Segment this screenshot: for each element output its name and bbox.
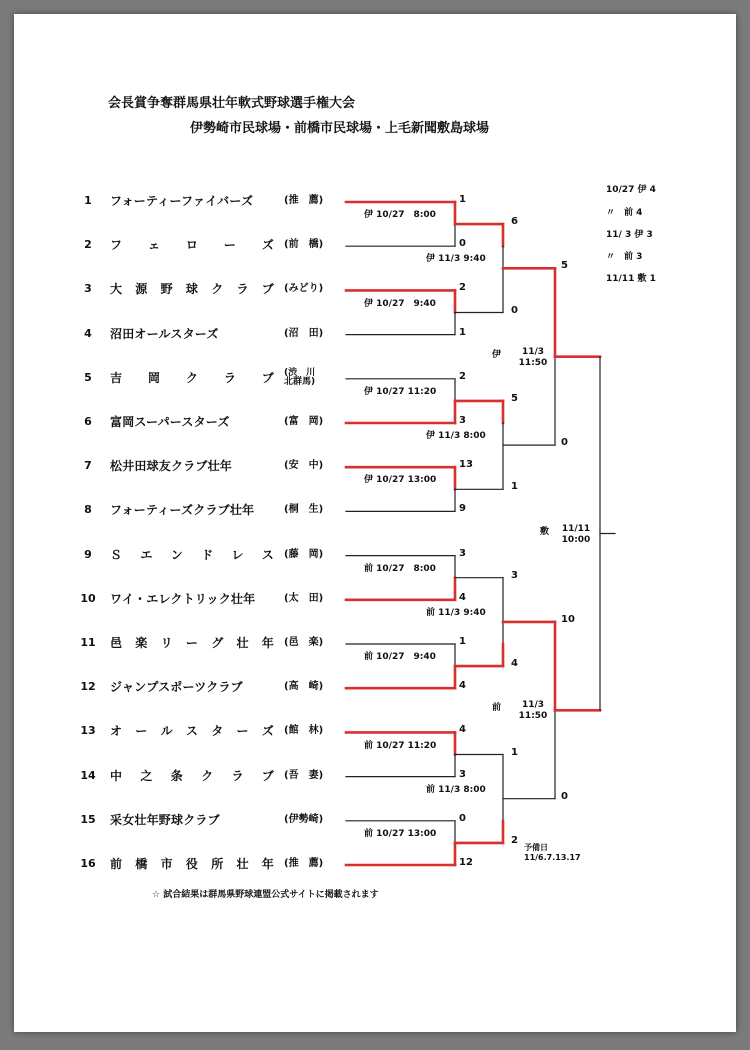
reserve-label: 予備日 — [524, 843, 548, 852]
sf-score: 0 — [561, 790, 568, 802]
r1-match-info: 伊 10/27 13:00 — [364, 475, 437, 486]
team-number: 9 — [84, 547, 92, 561]
team-number: 15 — [80, 812, 96, 826]
r1-match-info: 前 10/27 9:40 — [364, 652, 436, 663]
team-name: 前 橋 市 役 所 壮 年 — [110, 857, 274, 871]
r1-score: 0 — [459, 812, 466, 824]
team-number: 11 — [80, 636, 96, 649]
sf-score: 10 — [561, 613, 575, 625]
r2-match-info: 伊 11/3 8:00 — [426, 431, 486, 442]
team-name: ワイ・エレクトリック壮年 — [110, 591, 256, 606]
r2-match-info: 前 11/3 9:40 — [426, 607, 486, 618]
team-name: 松井田球友クラブ壮年 — [110, 459, 233, 474]
reserve-dates: 11/6.7.13.17 — [524, 852, 581, 862]
r1-score: 4 — [459, 680, 466, 692]
team-name: フォーティーファイバーズ — [110, 194, 254, 208]
sf-score: 0 — [561, 437, 568, 449]
team-number: 4 — [84, 326, 92, 340]
team-area: (太 田) — [284, 592, 324, 604]
r1-match-info: 前 10/27 8:00 — [364, 563, 436, 574]
team-name: 大 源 野 球 ク ラ ブ — [110, 282, 274, 297]
team-number: 12 — [80, 680, 96, 694]
team-area: (沼 田) — [284, 327, 324, 339]
r1-score: 3 — [459, 768, 466, 780]
r1-score: 1 — [459, 326, 466, 338]
r1-score: 0 — [459, 238, 466, 250]
r1-match-info: 伊 10/27 8:00 — [364, 210, 436, 221]
sf-site: 前 — [492, 703, 502, 714]
sf-time: 11:50 — [518, 711, 548, 722]
team-number: 10 — [80, 591, 96, 605]
team-area: (吾 妻) — [284, 769, 324, 781]
venue-list: 伊勢崎市民球場・前橋市民球場・上毛新聞敷島球場 — [190, 121, 490, 136]
team-number: 1 — [84, 194, 92, 207]
team-area: (伊勢崎) — [284, 813, 324, 825]
team-number: 16 — [80, 857, 96, 870]
team-area: (館 林) — [284, 725, 324, 737]
r2-score: 5 — [511, 392, 518, 404]
team-name: Ｓ エ ン ド レ ス — [110, 547, 274, 562]
schedule-line-1: 10/27 伊 4 — [606, 185, 656, 195]
team-area: (安 中) — [284, 460, 324, 472]
team-area: (推 薦) — [284, 195, 324, 206]
team-name: ジャンプスポーツクラブ — [110, 680, 243, 695]
r1-score: 2 — [459, 282, 466, 294]
r1-score: 9 — [459, 503, 466, 515]
final-date: 11/11 — [561, 523, 591, 534]
r1-score: 4 — [459, 591, 466, 603]
team-number: 6 — [84, 415, 92, 428]
team-name: 沼田オールスターズ — [110, 326, 219, 341]
team-number: 8 — [84, 503, 92, 517]
team-name: 富岡スーパースターズ — [110, 415, 230, 429]
team-name: フ ェ ロ ー ズ — [110, 238, 274, 253]
r1-match-info: 伊 10/27 9:40 — [364, 298, 436, 309]
r1-score: 1 — [459, 194, 466, 205]
team-name: 邑 楽 リ ー グ 壮 年 — [110, 636, 274, 650]
sf-date: 11/3 — [521, 346, 545, 357]
schedule-line-3: 11/ 3 伊 3 — [606, 230, 653, 240]
team-area: (推 薦) — [284, 858, 324, 869]
r1-score: 13 — [459, 459, 473, 471]
r1-score: 3 — [459, 415, 466, 426]
final-site: 敷 — [540, 526, 550, 537]
r2-score: 4 — [511, 658, 518, 670]
sf-time: 11:50 — [518, 357, 548, 368]
team-name: 吉 岡 ク ラ ブ — [110, 370, 274, 385]
r1-score: 2 — [459, 370, 466, 382]
r2-match-info: 伊 11/3 9:40 — [426, 254, 486, 265]
r2-score: 1 — [511, 746, 518, 758]
team-number: 5 — [84, 370, 92, 384]
r2-match-info: 前 11/3 8:00 — [426, 784, 486, 795]
r1-match-info: 伊 10/27 11:20 — [364, 386, 437, 397]
schedule-line-5: 11/11 敷 1 — [606, 274, 656, 284]
r1-match-info: 前 10/27 11:20 — [364, 740, 437, 751]
results-note: ☆ 試合結果は群馬県野球連盟公式サイトに掲載されます — [152, 890, 379, 900]
r2-score: 3 — [511, 569, 518, 581]
team-number: 2 — [84, 238, 92, 252]
team-name: 中 之 条 ク ラ ブ — [110, 768, 274, 783]
reserve-days — [524, 843, 581, 862]
team-number: 3 — [84, 282, 92, 296]
r1-score: 1 — [459, 636, 466, 647]
team-area: (邑 楽) — [284, 637, 324, 648]
r2-score: 6 — [511, 216, 518, 228]
sf-site: 伊 — [492, 349, 502, 360]
r2-score: 2 — [511, 834, 518, 846]
team-name: 采女壮年野球クラブ — [110, 812, 220, 827]
team-area: (高 崎) — [284, 681, 324, 693]
r1-match-info: 前 10/27 13:00 — [364, 828, 437, 839]
r2-score: 1 — [511, 481, 518, 493]
team-number: 13 — [80, 724, 96, 738]
r1-score: 3 — [459, 547, 466, 559]
team-name: フォーティーズクラブ壮年 — [110, 503, 255, 518]
team-area: (藤 岡) — [284, 548, 324, 560]
schedule-line-4: 〃 前 3 — [606, 252, 643, 262]
sf-score: 5 — [561, 260, 568, 272]
tournament-title: 会長賞争奪群馬県壮年軟式野球選手権大会 — [108, 96, 356, 111]
team-area: (富 岡) — [284, 416, 324, 427]
r2-score: 0 — [511, 304, 518, 316]
team-name: オ ー ル ス タ ー ズ — [110, 724, 274, 739]
team-number: 14 — [80, 768, 96, 782]
final-time: 10:00 — [561, 534, 591, 545]
r1-score: 4 — [459, 724, 466, 736]
schedule-line-2: 〃 前 4 — [606, 208, 643, 218]
team-area: (桐 生) — [284, 504, 324, 516]
sf-date: 11/3 — [521, 700, 545, 711]
team-area: (渋 川 北群馬) — [284, 367, 316, 387]
r1-score: 12 — [459, 857, 473, 868]
team-number: 7 — [84, 459, 92, 473]
team-area: (みどり) — [284, 283, 324, 295]
team-area: (前 橋) — [284, 239, 324, 251]
